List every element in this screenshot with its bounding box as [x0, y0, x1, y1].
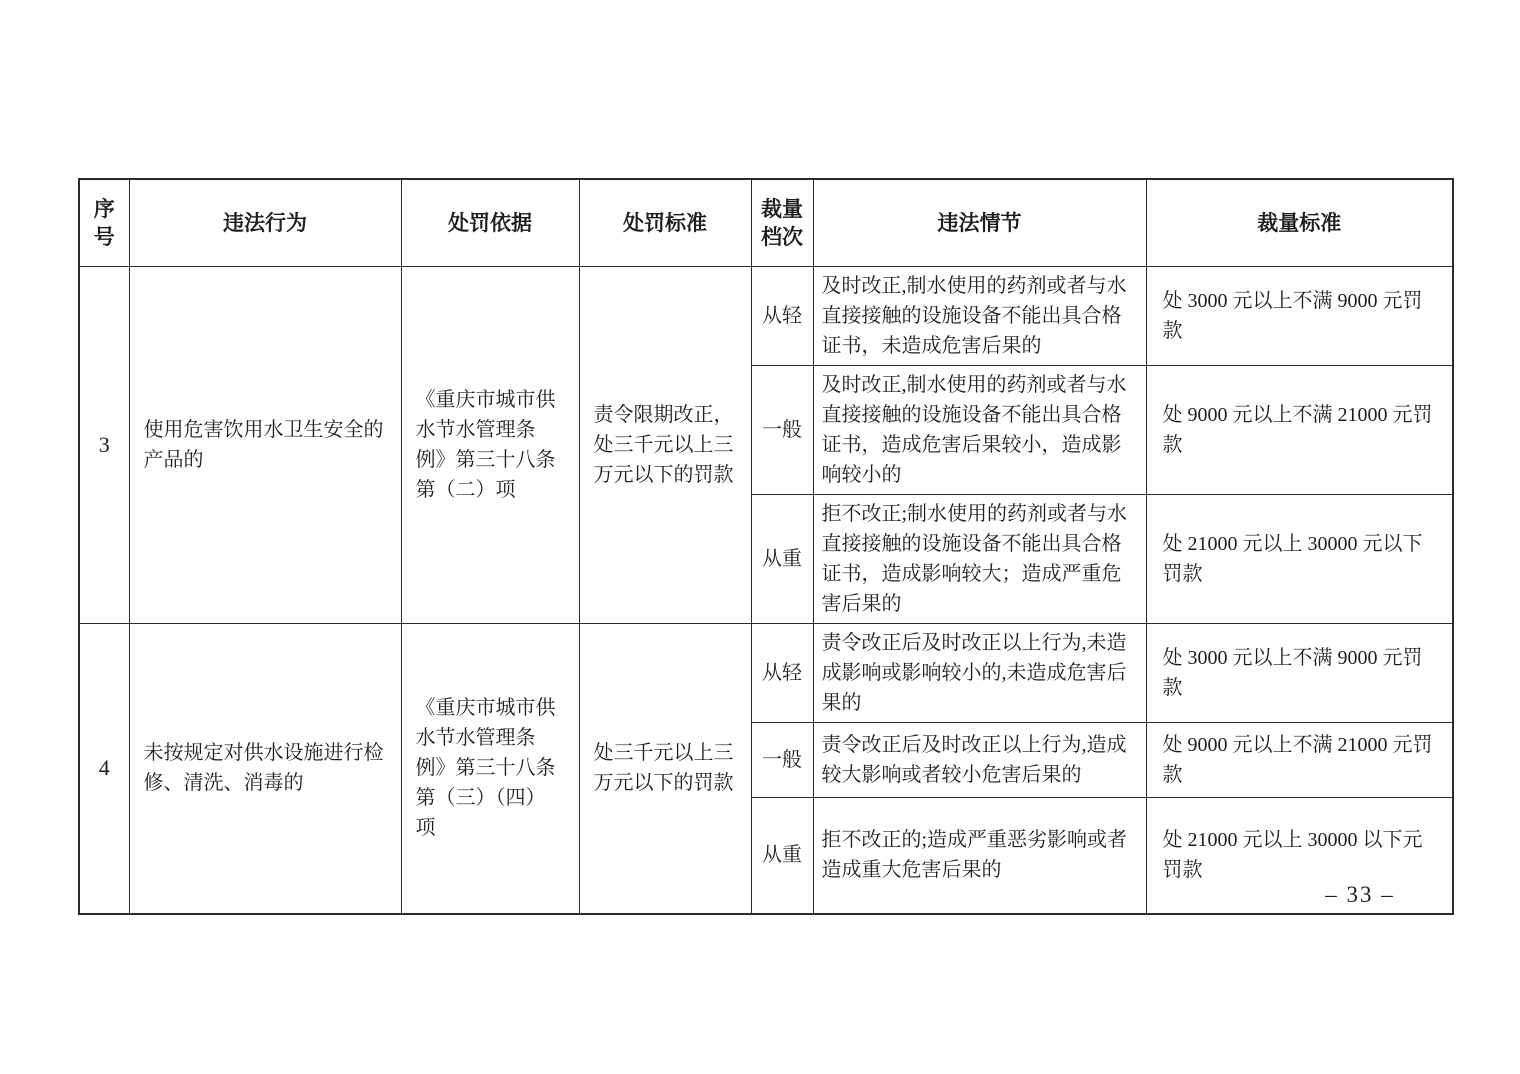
cell-serial-no: 3: [79, 266, 129, 623]
cell-illegal-circumstance: 及时改正,制水使用的药剂或者与水直接接触的设施设备不能出具合格证书，造成危害后果较小，造成影响较小的: [813, 365, 1146, 494]
table-header-row: [79, 179, 1453, 266]
page-number: – 33 –: [1325, 882, 1395, 907]
cell-penalty-standard: 责令限期改正，处三千元以上三万元以下的罚款: [579, 266, 751, 623]
col-header-penalty-basis: 处罚依据: [401, 179, 579, 266]
cell-tier-level: 从重: [751, 797, 813, 914]
col-header-illegal-circumstance: 违法情节: [813, 179, 1146, 266]
cell-illegal-behavior: 未按规定对供水设施进行检修、清洗、消毒的: [129, 623, 401, 914]
col-header-discretion-standard: 裁量标准: [1146, 179, 1453, 266]
cell-discretion-standard: 处 9000 元以上不满 21000 元罚款: [1146, 365, 1453, 494]
cell-illegal-circumstance: 责令改正后及时改正以上行为,造成较大影响或者较小危害后果的: [813, 722, 1146, 797]
cell-tier-level: 一般: [751, 365, 813, 494]
cell-tier-level: 从轻: [751, 623, 813, 722]
col-header-penalty-standard: 处罚标准: [579, 179, 751, 266]
cell-illegal-behavior: 使用危害饮用水卫生安全的产品的: [129, 266, 401, 623]
cell-illegal-circumstance: 及时改正,制水使用的药剂或者与水直接接触的设施设备不能出具合格证书，未造成危害后果的: [813, 266, 1146, 365]
cell-discretion-standard: 处 21000 元以上 30000 元以下罚款: [1146, 494, 1453, 623]
cell-discretion-standard: 处 9000 元以上不满 21000 元罚款: [1146, 722, 1453, 797]
col-header-serial-no: 序号: [79, 179, 129, 266]
cell-illegal-circumstance: 责令改正后及时改正以上行为,未造成影响或影响较小的,未造成危害后果的: [813, 623, 1146, 722]
cell-tier-level: 从重: [751, 494, 813, 623]
cell-serial-no: 4: [79, 623, 129, 914]
col-header-discretion-tier: 裁量档次: [751, 179, 813, 266]
cell-penalty-standard: 处三千元以上三万元以下的罚款: [579, 623, 751, 914]
table-row: [79, 623, 1453, 722]
cell-tier-level: 从轻: [751, 266, 813, 365]
cell-discretion-standard: 处 3000 元以上不满 9000 元罚款: [1146, 623, 1453, 722]
cell-discretion-standard: 处 21000 元以上 30000 以下元罚款: [1146, 797, 1453, 914]
cell-penalty-basis: 《重庆市城市供水节水管理条例》第三十八条第（二）项: [401, 266, 579, 623]
cell-illegal-circumstance: 拒不改正;制水使用的药剂或者与水直接接触的设施设备不能出具合格证书，造成影响较大；造成严重危害后果的: [813, 494, 1146, 623]
penalty-standards-table: [78, 178, 1454, 915]
cell-illegal-circumstance: 拒不改正的;造成严重恶劣影响或者造成重大危害后果的: [813, 797, 1146, 914]
table-row: [79, 266, 1453, 365]
cell-discretion-standard: 处 3000 元以上不满 9000 元罚款: [1146, 266, 1453, 365]
cell-penalty-basis: 《重庆市城市供水节水管理条例》第三十八条第（三）（四）项: [401, 623, 579, 914]
col-header-illegal-behavior: 违法行为: [129, 179, 401, 266]
cell-tier-level: 一般: [751, 722, 813, 797]
